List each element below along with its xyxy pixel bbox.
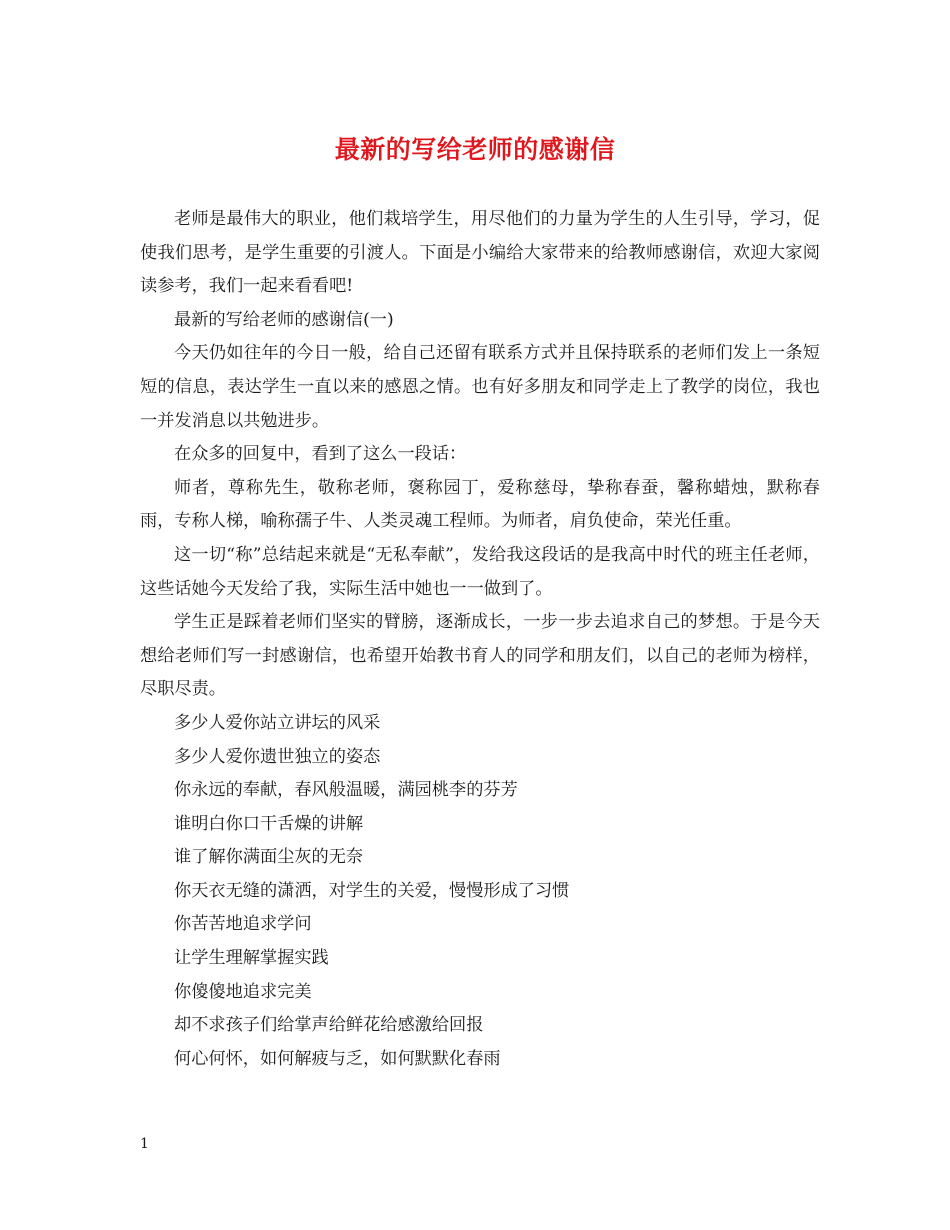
poem-line: 你傻傻地追求完美 [174,981,312,1002]
poem-line: 你天衣无缝的潇洒，对学生的关爱，慢慢形成了习惯 [174,880,570,901]
page-number: 1 [140,1136,149,1152]
paragraph: 今天仍如往年的今日一般，给自己还留有联系方式并且保持联系的老师们发上一条短短的信息，表达学生一直以来的感恩之情。也有好多朋友和同学走上了教学的岗位，我也一并发消息以共勉进步。 [140,343,820,431]
paragraph-intro: 老师是最伟大的职业，他们栽培学生，用尽他们的力量为学生的人生引导，学习，促使我们思考，是学生重要的引渡人。下面是小编给大家带来的给教师感谢信，欢迎大家阅读参考，我们一起来看看吧! [140,209,820,297]
poem-line: 谁明白你口干舌燥的讲解 [174,813,364,834]
poem-line: 谁了解你满面尘灰的无奈 [174,847,364,868]
paragraph: 师者，尊称先生，敬称老师，褒称园丁，爱称慈母，挚称春蚕，馨称蜡烛，默称春雨，专称人梯，喻称孺子牛、人类灵魂工程师。为师者，肩负使命，荣光任重。 [140,477,820,532]
poem-line: 让学生理解掌握实践 [174,948,329,969]
section-heading: 最新的写给老师的感谢信(一) [174,309,394,330]
document-title: 最新的写给老师的感谢信 [334,135,616,164]
document-body [140,203,820,1076]
poem-line: 却不求孩子们给掌声给鲜花给感激给回报 [174,1015,484,1036]
poem-line: 何心何怀，如何解疲与乏，如何默默化春雨 [174,1048,501,1069]
poem-line: 多少人爱你站立讲坛的风采 [174,712,381,733]
paragraph: 学生正是踩着老师们坚实的臂膀，逐渐成长，一步一步去追求自己的梦想。于是今天想给老师们写一封感谢信，也希望开始教书育人的同学和朋友们，以自己的老师为榜样，尽职尽责。 [140,612,820,700]
poem-line: 你苦苦地追求学问 [174,914,312,935]
poem-line: 你永远的奉献，春风般温暖，满园桃李的芬芳 [174,780,518,801]
paragraph: 这一切“称”总结起来就是“无私奉献”，发给我这段话的是我高中时代的班主任老师，这些话她今天发给了我，实际生活中她也一一做到了。 [140,544,820,599]
poem-line: 多少人爱你遗世独立的姿态 [174,746,381,767]
paragraph: 在众多的回复中，看到了这么一段话： [174,444,467,465]
